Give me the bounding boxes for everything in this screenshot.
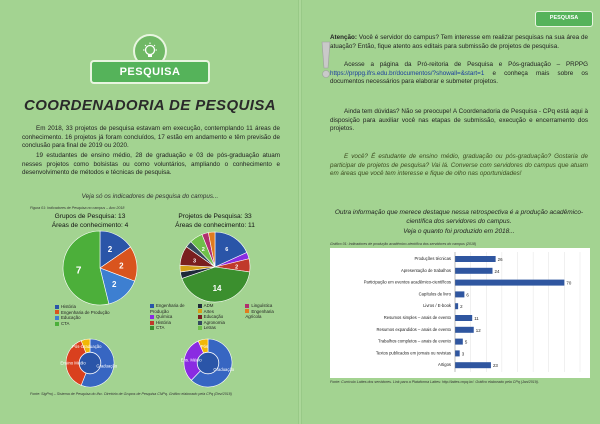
left-source: Fonte: SigProj – Sistema de Pesquisa do Ifsc. Diretório de Grupos de Pesquisa CNPq. Gráfico elaborado pela CPq (Dez/2018) (30, 392, 232, 396)
chart2-legend (150, 303, 290, 331)
bar-category-label: Produções técnicas (414, 256, 451, 261)
pie4-cat-1: Ens. Médio (180, 357, 202, 363)
pie1-label-3: 7 (75, 265, 82, 277)
page-gutter (298, 0, 302, 424)
chart2-legend-item: ADM (198, 303, 243, 309)
bar-value-7: 5 (464, 339, 468, 345)
bar-0 (455, 256, 496, 262)
bar-value-6: 12 (475, 327, 481, 333)
chart2-legend-item: Letras (198, 325, 243, 331)
bar-category-label: Textos publicados em jornais ou revistas (375, 350, 451, 356)
chart2-legend-item: Linguística (245, 303, 290, 309)
intro-paragraph: Em 2018, 33 projetos de pesquisa estavam em execução, contemplando 11 áreas de conhecimento. 16 projetos já foram concluídos, 17 estão em andamento e têm previsão de conclusão para final de 2019 ou 2020. (22, 125, 280, 150)
bar-2 (455, 280, 564, 286)
pie3-cat-0: Graduação (96, 363, 118, 369)
chart1-legend-item: CTA (55, 321, 110, 327)
chart2-legend-item: CTA (150, 325, 195, 331)
pie-chart-grupos (50, 228, 150, 308)
chart2-legend-item: Engenharia Agrícola (245, 308, 274, 320)
bar-9 (455, 362, 491, 368)
pie-chart-volunteers (178, 337, 238, 389)
bar-category-label: Participação em eventos acadêmico-científicos (363, 279, 451, 285)
highlight-text-2: Veja o quanto foi produzido em 2018... (403, 228, 515, 235)
pie2-label-8: 2 (201, 247, 205, 254)
chart2-legend-item: Química (150, 314, 195, 320)
chart2-title: Projetos de Pesquisa: 33 (178, 213, 252, 220)
bar-value-2: 70 (566, 280, 572, 286)
bar-category-label: Capítulos de livro (418, 291, 451, 297)
chart2-legend-item: Educação (198, 314, 243, 320)
right-source: Fonte: Currículo Lattes dos servidores. Link para a Plataforma Lattes: http://lattes.cnpq.br/. Gráfico elaborado pela CPq (Jan/2019). (330, 380, 539, 384)
pie1-label-2: 2 (112, 280, 117, 290)
page-title: COORDENADORIA DE PESQUISA (24, 97, 276, 114)
bar-category-label: Artigos (437, 362, 451, 368)
students-paragraph: 19 estudantes de ensino médio, 28 de graduação e 03 de pós-graduação atuam nesses projetos como bolsistas ou como voluntários, ampliando o conhecimento e desenvolvimento de métodos e técnicas de pesquisa. (22, 152, 280, 177)
access-text: Acesse a página da Pró-reitoria de Pesquisa e Pós-graduação – PRPPG (344, 61, 588, 68)
chart1-legend (55, 304, 110, 326)
bar-5 (455, 315, 472, 321)
chart1-title: Grupos de Pesquisa: 13 (54, 213, 126, 220)
pie2-label-0: 6 (225, 247, 229, 254)
bar-6 (455, 327, 474, 333)
chart2-legend-item: Engenharia de Produção (150, 303, 185, 314)
bar-chart-production (330, 248, 590, 378)
bar-1 (455, 268, 493, 274)
bar-3 (455, 291, 464, 297)
pie1-label-1: 2 (119, 261, 124, 271)
chart1-legend-item: Engenharia de Produção (55, 310, 110, 316)
attention-lead: Atenção: (330, 34, 357, 41)
pie4-cat-2: Pós (200, 343, 209, 349)
chart1-legend-item: História (55, 304, 110, 310)
chart1-legend-item: Educação (55, 315, 110, 321)
access-text-end: e conheça mais sobre os documentos necessários para elaborar e submeter projetos. (330, 69, 588, 86)
bar-value-9: 23 (492, 363, 498, 369)
bar-category-label: Livros / E-book (423, 303, 451, 309)
bar-value-0: 26 (497, 257, 503, 262)
bar-8 (455, 350, 460, 356)
section-banner: PESQUISA (90, 60, 210, 84)
attention-text: Você é servidor do campus? Tem interesse em realizar pesquisas na sua área de atuação? Então, fique atento aos editais para submissão de projetos de pesquisa. (330, 34, 588, 50)
chart1-subtitle: Áreas de conhecimento: 4 (51, 222, 129, 229)
prppg-link[interactable]: https://prppg.ifrs.edu.br/documentos/?showall=&start=1 (330, 69, 485, 77)
chart2-legend-item: Agronomia (198, 320, 243, 326)
pie2-label-2: 2 (235, 264, 239, 271)
bar-category-label: Apresentação de trabalhos (400, 267, 451, 273)
student-invitation: E você? É estudante de ensino médio, graduação ou pós-graduação? Gostaria de participar de projetos de pesquisa? Vai lá. Converse com servidores do campus que atuam em áreas que você tem interesse e fique de olho nas oportunidades! (330, 153, 588, 178)
pie-chart-projetos (165, 230, 265, 304)
bar-value-8: 3 (461, 351, 465, 357)
bar-category-label: Resumos expandidos – anais de evento (376, 326, 451, 332)
chart2-subtitle: Áreas de conhecimento: 11 (175, 222, 255, 229)
section-tag: PESQUISA (535, 11, 593, 27)
pie1-label-0: 2 (107, 244, 113, 254)
pie4-cat-0: Graduação (213, 366, 235, 372)
bar-value-1: 24 (494, 268, 500, 274)
graph-label: Gráfico 01: Indicadores de produção acadêmico-científica dos servidores do campus (2018) (330, 242, 477, 246)
bar-value-5: 11 (474, 316, 479, 321)
pie3-cat-1: Ensino Médio (60, 360, 86, 366)
bar-category-label: Resumos simples – anais de evento (383, 315, 451, 320)
bar-category-label: Trabalhos completos – anais de evento (378, 338, 451, 344)
pie2-label-6: 3 (192, 258, 197, 265)
bar-4 (455, 303, 458, 309)
pie-chart-students (60, 337, 120, 389)
pie3-cat-2: Pós-Graduação (72, 343, 102, 349)
pie2-label-3: 14 (212, 284, 222, 294)
indicators-caption: Veja só os indicadores de pesquisa do campus... (81, 193, 219, 200)
chart2-legend-item: História (150, 320, 195, 326)
figure-label: Figura 01: Indicadores de Pesquisa no campus – Ano 2018 (30, 206, 125, 210)
highlight-text: Outra informação que merece destaque nessa retrospectiva é a produção acadêmico-científica dos servidores do campus. (334, 209, 584, 225)
bar-value-4: 2 (460, 304, 463, 310)
bar-7 (455, 339, 463, 345)
doubts-paragraph: Ainda tem dúvidas? Não se preocupe! A Coordenadoria de Pesquisa - CPq está aqui à disposição para auxiliar você nas etapas de submissão, execução e encerramento dos projetos. (330, 108, 588, 133)
bar-value-3: 6 (466, 292, 469, 298)
chart2-legend-item: Artes (198, 309, 243, 315)
